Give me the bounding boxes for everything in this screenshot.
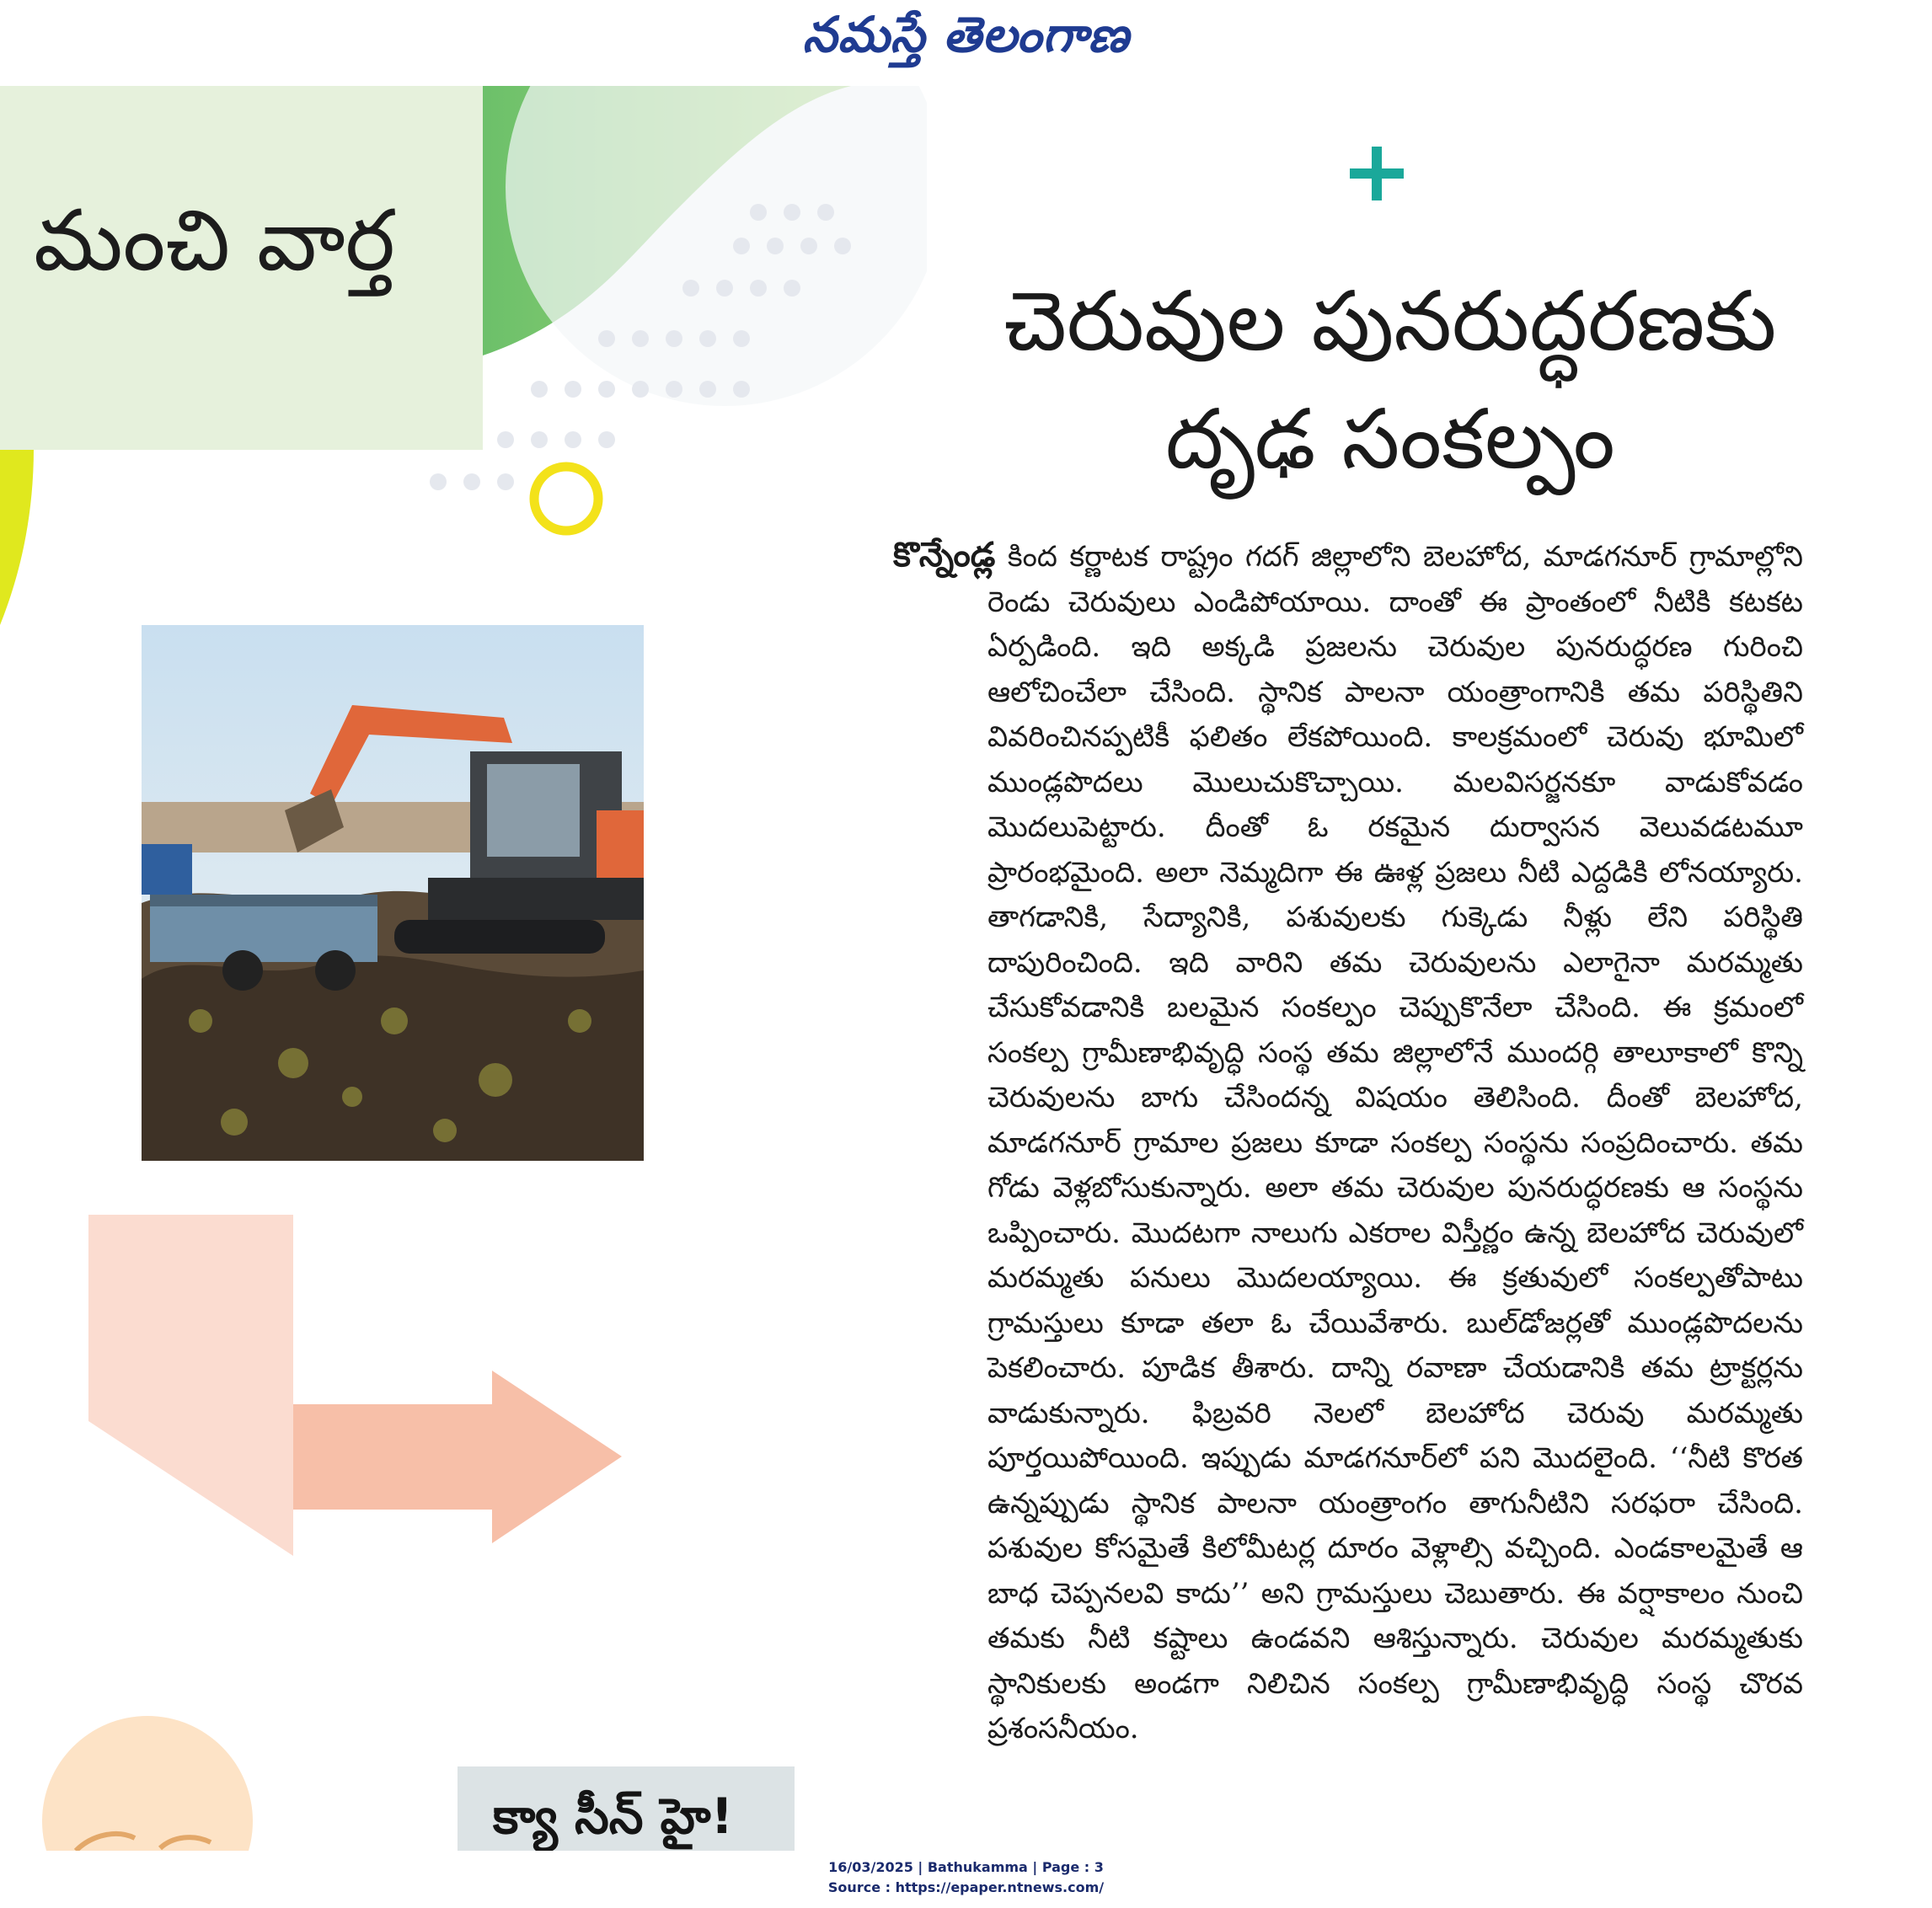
article-text: కింద కర్ణాటక రాష్ట్రం గదగ్‌ జిల్లాలోని బెలహోద, మాడగనూర్‌ గ్రామాల్లోని రెండు చెరువులు ఎండిపోయాయి. దాంతో ఈ ప్రాంతంలో నీటికి కటకట ఏర్పడింది. ఇది అక్కడి ప్రజలను చెరువుల పునరుద్ధరణ గురించి ఆలోచించేలా చేసింది. స్థానిక పాలనా యంత్రాంగానికి తమ పరిస్థితిని వివరించినప్పటికీ ఫలితం లేకపోయింది. కాలక్రమంలో చెరువు భూమిలో ముండ్లపొదలు మొలుచుకొచ్చాయి. మలవిసర్జనకూ వాడుకోవడం మొదలుపెట్టారు. దీంతో ఓ రకమైన దుర్వాసన వెలువడటమూ ప్రారంభమైంది. అలా నెమ్మదిగా ఈ ఊళ్ల ప్రజలు నీటి ఎద్దడికి లోనయ్యారు. తాగడానికి, సేద్యానికి, పశువులకు గుక్కెడు నీళ్లు లేని పరిస్థితి దాపురించింది. ఇది వారిని తమ చెరువులను ఎలాగైనా మరమ్మతు చేసుకోవడానికి బలమైన సంకల్పం చెప్పుకొనేలా చేసింది. ఈ క్రమంలో సంకల్ప గ్రామీణాభివృద్ధి సంస్థ తమ జిల్లాలోనే ముందర్గి తాలూకాలో కొన్ని చెరువులను బాగు చేసిందన్న విషయం తెలిసింది. దీంతో బెలహోద, మాడగనూర్‌ గ్రామాల ప్రజలు కూడా సంకల్ప సంస్థను సంప్రదించారు. తమ గోడు వెళ్లబోసుకున్నారు. అలా తమ చెరువుల పునరుద్ధరణకు ఆ సంస్థను ఒప్పించారు. మొదటగా నాలుగు ఎకరాల విస్తీర్ణం ఉన్న బెలహోద చెరువులో మరమ్మతు పనులు మొదలయ్యాయి. ఈ క్రతువులో సంకల్పతోపాటు గ్రామస్తులు కూడా తలా ఓ చేయివేశారు. బుల్‌డోజర్లతో ముండ్లపొదలను పెకలించారు. పూడిక తీశారు. దాన్ని రవాణా చేయడానికి తమ ట్రాక్టర్లను వాడుకున్నారు. ఫిబ్రవరి నెలలో బెలహోద చెరువు మరమ్మతు పూర్తయిపోయింది. ఇప్పుడు మాడగనూర్‌లో పని మొదలైంది. ‘‘నీటి కొరత ఉన్నప్పుడు స్థానిక పాలనా యంత్రాంగం తాగునీటిని సరఫరా చేసింది. పశువుల కోసమైతే కిలోమీటర్ల దూరం వెళ్లాల్సి వచ్చింది. ఎండకాలమైతే ఆ బాధ చెప్పనలవి కాదు’’ అని గ్రామస్తులు చెబుతారు. ఈ వర్షాకాలం నుంచి తమకు నీటి కష్టాలు ఉండవని ఆశిస్తున్నారు. చెరువుల మరమ్మతుకు స్థానికులకు అండగా నిలిచిన సంకల్ప గ్రామీణాభివృద్ధి సంస్థ చొరవ ప్రశంసనీయం. (987, 540, 1803, 1745)
page-content (0, 86, 1932, 1851)
article-lead-word: కొన్నేండ్ల (893, 535, 996, 575)
arrow-light-shape (88, 1215, 293, 1556)
teaser-title[interactable]: క్యా సీన్‌ హై! (493, 1788, 734, 1845)
footer-date-line: 16/03/2025 | Bathukamma | Page : 3 (828, 1859, 1104, 1875)
yellow-ring-shape (534, 467, 598, 531)
masthead (0, 0, 1932, 81)
yellow-edge-shape (0, 448, 34, 625)
page-footer (0, 1857, 1932, 1898)
arrow-dark-shape (293, 1371, 622, 1543)
headline-line-2: దృఢ సంకల్పం (1165, 392, 1615, 488)
article-body (893, 532, 1803, 1752)
section-title: మంచి వార్త (34, 191, 395, 290)
headline (918, 263, 1862, 499)
peach-circle-shape (42, 1716, 253, 1851)
excavator-photo (142, 625, 644, 1161)
plus-icon (1346, 143, 1407, 204)
headline-line-1: చెరువుల పునరుద్ధరణకు (1003, 274, 1777, 370)
masthead-logo: నమస్తే తెలంగాణ (802, 5, 1130, 63)
footer-source-link[interactable]: Source : https://epaper.ntnews.com/ (827, 1879, 1105, 1895)
